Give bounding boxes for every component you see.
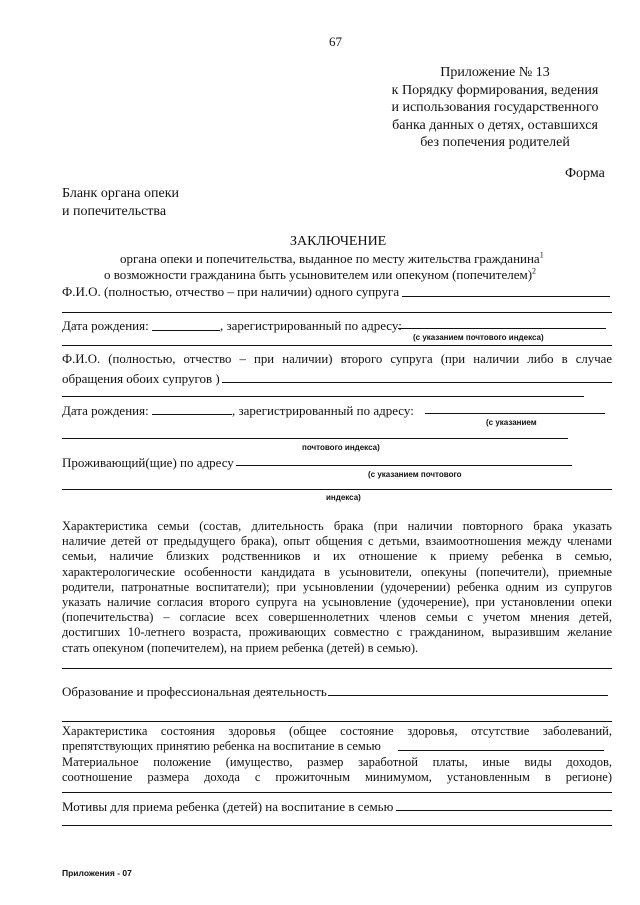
family-field[interactable] — [62, 668, 612, 669]
fio-spouse2-label: Ф.И.О. (полностью, отчество – при наличии) второго супруга (при наличии либо в случае — [62, 352, 612, 366]
heading-line-1 — [120, 251, 544, 266]
family-characteristics-last: стать опекуном (попечителем), на прием ребенка (детей) в семью). — [62, 641, 419, 655]
heading-line-2-text: о возможности гражданина быть усыновителем или опекуном (попечителем) — [104, 267, 533, 282]
paragraph-line: родители, патронатные воспитатели); при усыновлении (удочерении) ребенка одним из супругов — [62, 579, 612, 594]
paragraph-line: достигших 10-летнего возраста, проживающих совместно с гражданином, выразившим желание — [62, 625, 612, 640]
appendix-line: банка данных о детях, оставшихся — [392, 117, 598, 133]
material-label: Материальное положение (имущество, размер заработной платы, иные виды доходов, — [62, 755, 612, 769]
footer-note: Приложения - 07 — [62, 868, 132, 878]
appendix-title: Приложение № 13 — [440, 65, 550, 80]
registered1-label: , зарегистрированный по адресу: — [220, 318, 402, 333]
motives-field[interactable] — [396, 810, 612, 811]
motives-label: Мотивы для приема ребенка (детей) на воспитание в семью — [62, 799, 394, 814]
address1-field[interactable] — [398, 328, 606, 329]
appendix-line: к Порядку формирования, ведения — [391, 82, 599, 98]
postal-index-note: (с указанием почтового — [368, 470, 462, 479]
form-label: Форма — [565, 166, 605, 181]
health-label: Характеристика состояния здоровья (общее состояние здоровья, отсутствие заболеваний, — [62, 724, 612, 738]
appendix-line: без попечения родителей — [420, 135, 570, 150]
postal-index-note: индекса) — [326, 493, 361, 502]
paragraph-line: наличие детей от предыдущего брака), опыт общения с детьми, взаимоотношения между членами — [62, 534, 612, 549]
address1-field-continued[interactable] — [62, 345, 612, 346]
fio-spouse1-field-continued[interactable] — [62, 312, 612, 313]
fio-spouse2-field[interactable] — [222, 382, 612, 383]
education-field-continued[interactable] — [62, 721, 612, 722]
blank-line: Бланк органа опеки — [62, 186, 180, 201]
appendix-block — [380, 64, 610, 152]
document-title: ЗАКЛЮЧЕНИЕ — [290, 234, 387, 249]
birth-date1-label: Дата рождения: — [62, 318, 149, 333]
paragraph-line: характерологические особенности кандидата в усыновители, опекуны (попечители), приемные — [62, 564, 612, 579]
paragraph-line: (попечительства) – согласие всех совершеннолетних членов семьи с учетом мнения детей, — [62, 610, 612, 625]
fio-spouse1-label: Ф.И.О. (полностью, отчество – при наличии) одного супруга — [62, 284, 400, 299]
fio-spouse1-field[interactable] — [402, 296, 610, 297]
registered2-label: , зарегистрированный по адресу: — [232, 403, 414, 418]
paragraph-line: указать наличие согласия второго супруга на усыновление (удочерение), при установлении опеки — [62, 595, 612, 610]
education-field[interactable] — [328, 695, 608, 696]
address2-field[interactable] — [425, 413, 605, 414]
material-field[interactable] — [62, 792, 612, 793]
blank-label — [62, 185, 179, 221]
page-number: 67 — [329, 34, 342, 49]
education-label: Образование и профессиональная деятельность — [62, 684, 327, 699]
paragraph-line: Характеристика семьи (состав, длительность брака (при наличии повторного брака указать — [62, 519, 612, 533]
postal-index-note: почтового индекса) — [302, 443, 380, 452]
birth-date1-field[interactable] — [152, 330, 220, 331]
postal-index-note: (с указанием почтового индекса) — [413, 333, 544, 342]
material-label-cont: соотношение размера дохода с прожиточным минимумом, установленным в регионе) — [62, 770, 612, 784]
postal-index-note: (с указанием — [486, 418, 537, 427]
family-characteristics — [62, 519, 612, 641]
footnote-marker: 1 — [539, 250, 544, 260]
address2-field-continued[interactable] — [62, 438, 568, 439]
heading-line-2 — [104, 267, 536, 282]
blank-line: и попечительства — [62, 204, 167, 219]
motives-field-continued[interactable] — [62, 825, 612, 826]
fio-spouse2-label-cont: обращения обоих супругов ) — [62, 371, 220, 386]
birth-date2-field[interactable] — [152, 414, 232, 415]
appendix-line: и использования государственного — [391, 100, 599, 115]
heading-line-1-text: органа опеки и попечительства, выданное по месту жительства гражданина — [120, 251, 540, 266]
birth-date2-label: Дата рождения: — [62, 403, 149, 418]
footnote-marker: 2 — [532, 266, 537, 276]
health-label-cont: препятствующих принятию ребенка на воспитание в семью — [62, 739, 381, 753]
health-field[interactable] — [398, 750, 604, 751]
living-address-field-continued[interactable] — [62, 489, 612, 490]
living-address-field[interactable] — [236, 465, 572, 466]
paragraph-line: семьи, наличие близких родственников и их отношение к приему ребенка в семью, — [62, 549, 612, 564]
fio-spouse2-field-continued[interactable] — [62, 396, 584, 397]
living-address-label: Проживающий(щие) по адресу — [62, 455, 234, 470]
